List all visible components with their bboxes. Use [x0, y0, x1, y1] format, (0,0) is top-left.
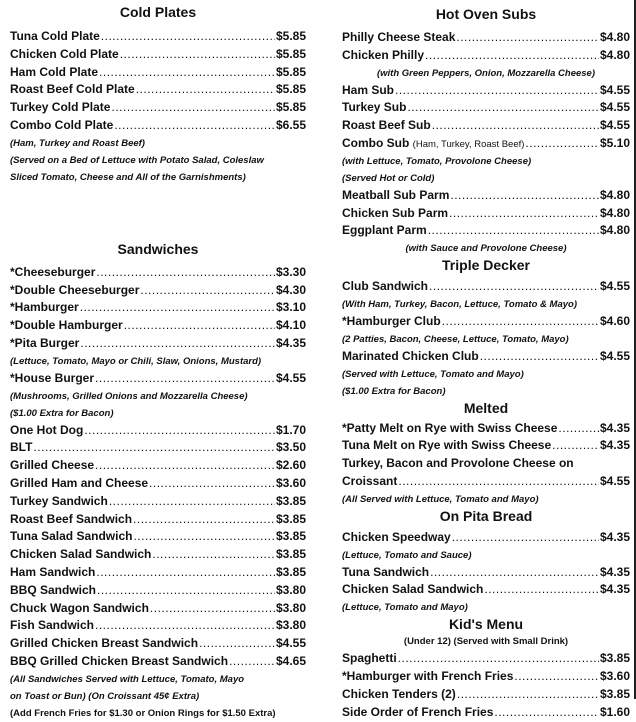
- menu-item: *Hamburger with French Fries ..... $3.60: [342, 668, 630, 686]
- menu-item: Chicken Speedway ..... $4.35: [342, 529, 630, 547]
- pita-heading: On Pita Bread: [439, 507, 533, 524]
- hot-oven-subs-heading: Hot Oven Subs: [435, 6, 537, 22]
- menu-item: Turkey Cold Plate ..... $5.85: [10, 99, 306, 117]
- menu-note: (2 Patties, Bacon, Cheese, Lettuce, Tomato, Mayo): [342, 333, 569, 345]
- menu-item: *House Burger ..... $4.55: [10, 370, 306, 388]
- menu-item: Tuna Cold Plate ..... $5.85: [10, 28, 306, 46]
- menu-item: *Hamburger Club ..... $4.60: [342, 313, 630, 331]
- menu-note: on Toast or Bun) (On Croissant 45¢ Extra): [10, 690, 200, 702]
- menu-item: Combo Sub (Ham, Turkey, Roast Beef) ..... $5.10: [342, 135, 630, 153]
- menu-item: Croissant ..... $4.55: [342, 473, 630, 491]
- menu-item: BBQ Grilled Chicken Breast Sandwich ..... $4.65: [10, 653, 306, 671]
- menu-item: *Double Hamburger ..... $4.10: [10, 317, 306, 335]
- menu-item: BLT ..... $3.50: [10, 439, 306, 457]
- triple-decker-heading: Triple Decker: [442, 257, 530, 274]
- menu-item: Ham Sandwich ..... $3.85: [10, 564, 306, 582]
- menu-item: Chicken Salad Sandwich ..... $3.85: [10, 546, 306, 564]
- menu-item: Meatball Sub Parm ..... $4.80: [342, 187, 630, 205]
- menu-note: (Lettuce, Tomato, Mayo or Chili, Slaw, Onions, Mustard): [10, 355, 262, 367]
- menu-item: *Patty Melt on Rye with Swiss Cheese ..... $4.35: [342, 420, 630, 438]
- menu-note: (Served on a Bed of Lettuce with Potato Salad, Coleslaw: [10, 154, 264, 166]
- menu-item-line: Turkey, Bacon and Provolone Cheese on: [342, 456, 574, 471]
- menu-note: (with Green Peppers, Onion, Mozzarella Cheese): [376, 67, 596, 79]
- menu-item: Tuna Sandwich ..... $4.35: [342, 564, 630, 582]
- menu-note: (With Ham, Turkey, Bacon, Lettuce, Tomato & Mayo): [342, 298, 577, 310]
- menu-item: *Double Cheeseburger ..... $4.30: [10, 282, 306, 300]
- menu-note: (Served Hot or Cold): [342, 172, 435, 184]
- menu-item: One Hot Dog ..... $1.70: [10, 422, 306, 440]
- left-column: [10, 0, 306, 722]
- menu-item: *Cheeseburger ..... $3.30: [10, 264, 306, 282]
- menu-item: Chicken Salad Sandwich ..... $4.35: [342, 581, 630, 599]
- menu-item: Ham Cold Plate ..... $5.85: [10, 64, 306, 82]
- cold-plates-heading: Cold Plates: [119, 4, 197, 20]
- menu-item: Fish Sandwich ..... $3.80: [10, 617, 306, 635]
- menu-note: (All Served with Lettuce, Tomato and Mayo): [342, 493, 539, 505]
- menu-item: Side Order of French Fries ..... $1.60: [342, 704, 630, 722]
- menu-item: Chicken Sub Parm ..... $4.80: [342, 205, 630, 223]
- menu-item: Chicken Philly ..... $4.80: [342, 47, 630, 65]
- kids-menu-heading: Kid's Menu: [448, 616, 524, 633]
- menu-item: Spaghetti ..... $3.85: [342, 650, 630, 668]
- menu-item: Club Sandwich ..... $4.55: [342, 278, 630, 296]
- menu-item: Roast Beef Cold Plate ..... $5.85: [10, 81, 306, 99]
- menu-note: ($1.00 Extra for Bacon): [342, 385, 446, 397]
- menu-item: Philly Cheese Steak ..... $4.80: [342, 29, 630, 47]
- menu-item: *Hamburger ..... $3.10: [10, 299, 306, 317]
- menu-note: (Ham, Turkey and Roast Beef): [10, 137, 145, 149]
- menu-note: (with Sauce and Provolone Cheese): [405, 243, 567, 255]
- menu-note: (All Sandwiches Served with Lettuce, Tomato, Mayo: [10, 673, 245, 685]
- menu-item: *Pita Burger ..... $4.35: [10, 335, 306, 353]
- menu-item: Eggplant Parm ..... $4.80: [342, 222, 630, 240]
- menu-item: Tuna Salad Sandwich ..... $3.85: [10, 528, 306, 546]
- menu-note: (Add French Fries for $1.30 or Onion Rings for $1.50 Extra): [10, 707, 276, 719]
- menu-note: (with Lettuce, Tomato, Provolone Cheese): [342, 155, 532, 167]
- menu-item: Grilled Cheese ..... $2.60: [10, 457, 306, 475]
- menu-note: (Mushrooms, Grilled Onions and Mozzarella Cheese): [10, 390, 248, 402]
- menu-item: Roast Beef Sandwich ..... $3.85: [10, 511, 306, 529]
- menu-item: Grilled Chicken Breast Sandwich ..... $4.55: [10, 635, 306, 653]
- menu-note: (Lettuce, Tomato and Sauce): [342, 549, 472, 561]
- menu-note: Sliced Tomato, Cheese and All of the Garnishments): [10, 171, 246, 183]
- sandwiches-heading: Sandwiches: [117, 240, 199, 257]
- menu-item: Ham Sub ..... $4.55: [342, 82, 630, 100]
- menu-item: Combo Cold Plate ..... $6.55: [10, 117, 306, 135]
- menu-item: Turkey Sandwich ..... $3.85: [10, 493, 306, 511]
- cold-plates-list: [10, 28, 306, 135]
- menu-item: Chicken Cold Plate ..... $5.85: [10, 46, 306, 64]
- menu-note: ($1.00 Extra for Bacon): [10, 407, 114, 419]
- right-column: [342, 0, 630, 721]
- menu-item: Chicken Tenders (2) ..... $3.85: [342, 686, 630, 704]
- menu-note: (Lettuce, Tomato and Mayo): [342, 602, 468, 614]
- menu-item: Tuna Melt on Rye with Swiss Cheese ..... $4.35: [342, 437, 630, 455]
- menu-item: Grilled Ham and Cheese ..... $3.60: [10, 475, 306, 493]
- menu-item: Roast Beef Sub ..... $4.55: [342, 117, 630, 135]
- menu-item: Marinated Chicken Club ..... $4.55: [342, 348, 630, 366]
- menu-note: (Served with Lettuce, Tomato and Mayo): [342, 368, 524, 380]
- menu-item: Chuck Wagon Sandwich ..... $3.80: [10, 600, 306, 618]
- melted-heading: Melted: [463, 399, 509, 416]
- kids-menu-subtitle: (Under 12) (Served with Small Drink): [403, 636, 569, 648]
- menu-item: BBQ Sandwich ..... $3.80: [10, 582, 306, 600]
- menu-item: Turkey Sub ..... $4.55: [342, 99, 630, 117]
